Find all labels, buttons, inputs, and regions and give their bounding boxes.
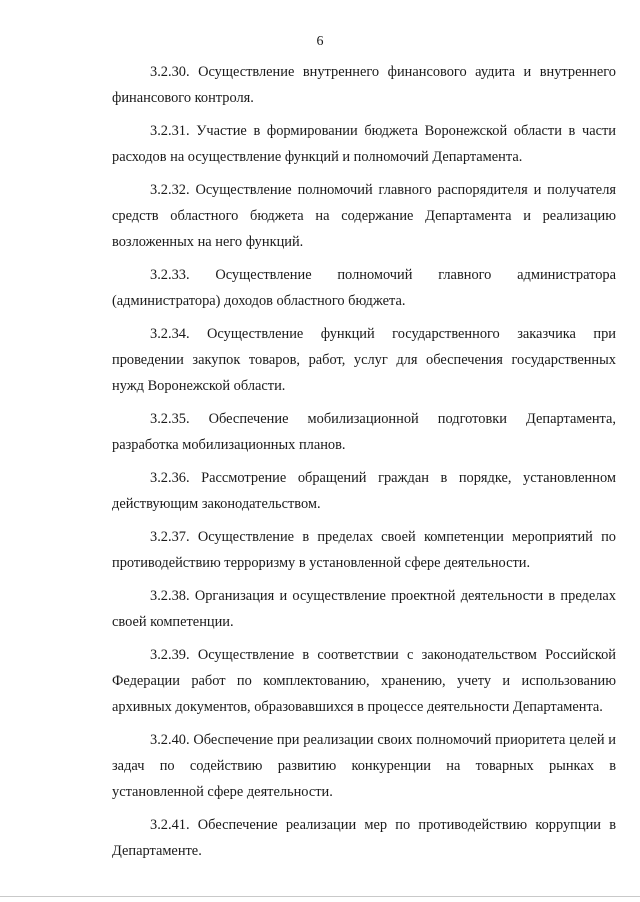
paragraph-3-2-31: 3.2.31. Участие в формировании бюджета Воронежской области в части расходов на осуществление функций и полномочий Департамента. <box>112 123 616 165</box>
paragraph-3-2-41: 3.2.41. Обеспечение реализации мер по противодействию коррупции в Департаменте. <box>112 817 616 859</box>
paragraph-3-2-34: 3.2.34. Осуществление функций государственного заказчика при проведении закупок товаров, работ, услуг для обеспечения государственных нужд Воронежской области. <box>112 326 616 394</box>
paragraph-3-2-38: 3.2.38. Организация и осуществление проектной деятельности в пределах своей компетенции. <box>112 588 616 630</box>
paragraph-3-2-39: 3.2.39. Осуществление в соответствии с законодательством Российской Федерации работ по комплектованию, хранению, учету и использованию архивных документов, образовавшихся в процессе деятельности Департамента. <box>112 647 616 715</box>
paragraph-3-2-32: 3.2.32. Осуществление полномочий главного распорядителя и получателя средств областного бюджета на содержание Департамента и реализацию возложенных на него функций. <box>112 182 616 250</box>
paragraph-3-2-30: 3.2.30. Осуществление внутреннего финансового аудита и внутреннего финансового контроля. <box>112 64 616 106</box>
paragraph-3-2-36: 3.2.36. Рассмотрение обращений граждан в порядке, установленном действующим законодательством. <box>112 470 616 512</box>
paragraph-3-2-37: 3.2.37. Осуществление в пределах своей компетенции мероприятий по противодействию терроризму в установленной сфере деятельности. <box>112 529 616 571</box>
document-body <box>112 59 616 871</box>
paragraph-3-2-40: 3.2.40. Обеспечение при реализации своих полномочий приоритета целей и задач по содействию развитию конкуренции на товарных рынках в установленной сфере деятельности. <box>112 732 616 800</box>
paragraph-3-2-33: 3.2.33. Осуществление полномочий главного администратора (администратора) доходов областного бюджета. <box>112 267 616 309</box>
paragraph-3-2-35: 3.2.35. Обеспечение мобилизационной подготовки Департамента, разработка мобилизационных планов. <box>112 411 616 453</box>
page-number: 6 <box>316 34 324 49</box>
scan-edge-line <box>0 896 640 897</box>
